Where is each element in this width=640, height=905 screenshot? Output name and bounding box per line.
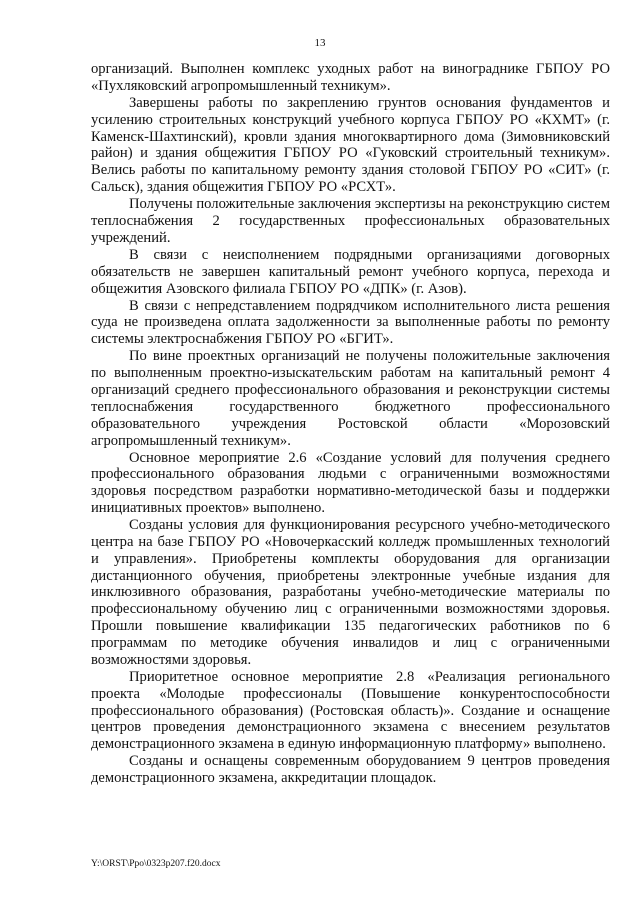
paragraph: организаций. Выполнен комплекс уходных работ на винограднике ГБПОУ РО «Пухляковский агропромышленный техникум».: [91, 61, 610, 94]
footer-file-path: Y:\ORST\Ppo\0323p207.f20.docx: [91, 859, 221, 869]
page-number: 13: [314, 37, 326, 49]
paragraph: Приоритетное основное мероприятие 2.8 «Реализация регионального проекта «Молодые профессионалы (Повышение конкурентоспособности профессионального образования) (Ростовская область)». Создание и оснащение центров проведения демонстрационного экзамена с внесением результатов демонстрационного экзамена в единую информационную платформу» выполнено.: [91, 668, 610, 753]
paragraph: По вине проектных организаций не получены положительные заключения по выполненным проектно-изыскательским работам на капитальный ремонт 4 организаций среднего профессионального образования и реконструкции системы теплоснабжения государственного бюджетного профессионального образовательного учреждения Ростовской области «Морозовский агропромышленный техникум».: [91, 348, 610, 449]
paragraph: Созданы условия для функционирования ресурсного учебно-методического центра на базе ГБПОУ РО «Новочеркасский колледж промышленных технологий и управления». Приобретены комплекты оборудования для организации дистанционного обучения, приобретены электронные учебные издания для инклюзивного образования, разработаны учебно-методические материалы по профессиональному обучению лиц с ограниченными возможностями здоровья. Прошли повышение квалификации 135 педагогических работников по 6 программам по методике обучения инвалидов и лиц с ограниченными возможностями здоровья.: [91, 517, 610, 668]
paragraph: Созданы и оснащены современным оборудованием 9 центров проведения демонстрационного экзамена, аккредитации площадок.: [91, 753, 610, 787]
paragraph: Получены положительные заключения экспертизы на реконструкцию систем теплоснабжения 2 государственных профессиональных образовательных учреждений.: [91, 196, 610, 246]
document-body: [91, 61, 610, 787]
paragraph: Основное мероприятие 2.6 «Создание условий для получения среднего профессионального образования людьми с ограниченными возможностями здоровья посредством разработки нормативно-методической базы и поддержки инициативных проектов» выполнено.: [91, 449, 610, 517]
paragraph: В связи с непредставлением подрядчиком исполнительного листа решения суда не произведена оплата задолженности за выполненные работы по ремонту системы электроснабжения ГБПОУ РО «БГИТ».: [91, 297, 610, 348]
paragraph: В связи с неисполнением подрядными организациями договорных обязательств не завершен капитальный ремонт учебного корпуса, перехода и общежития Азовского филиала ГБПОУ РО «ДПК» (г. Азов).: [91, 246, 610, 297]
paragraph: Завершены работы по закреплению грунтов основания фундаментов и усилению строительных конструкций учебного корпуса ГБПОУ РО «КХМТ» (г. Каменск-Шахтинский), кровли здания многоквартирного дома (Зимовниковский район) и здания общежития ГБПОУ РО «Гуковский строительный техникум». Велись работы по капитальному ремонту здания столовой ГБПОУ РО «СИТ» (г. Сальск), здания общежития ГБПОУ РО «РСХТ».: [91, 94, 610, 196]
